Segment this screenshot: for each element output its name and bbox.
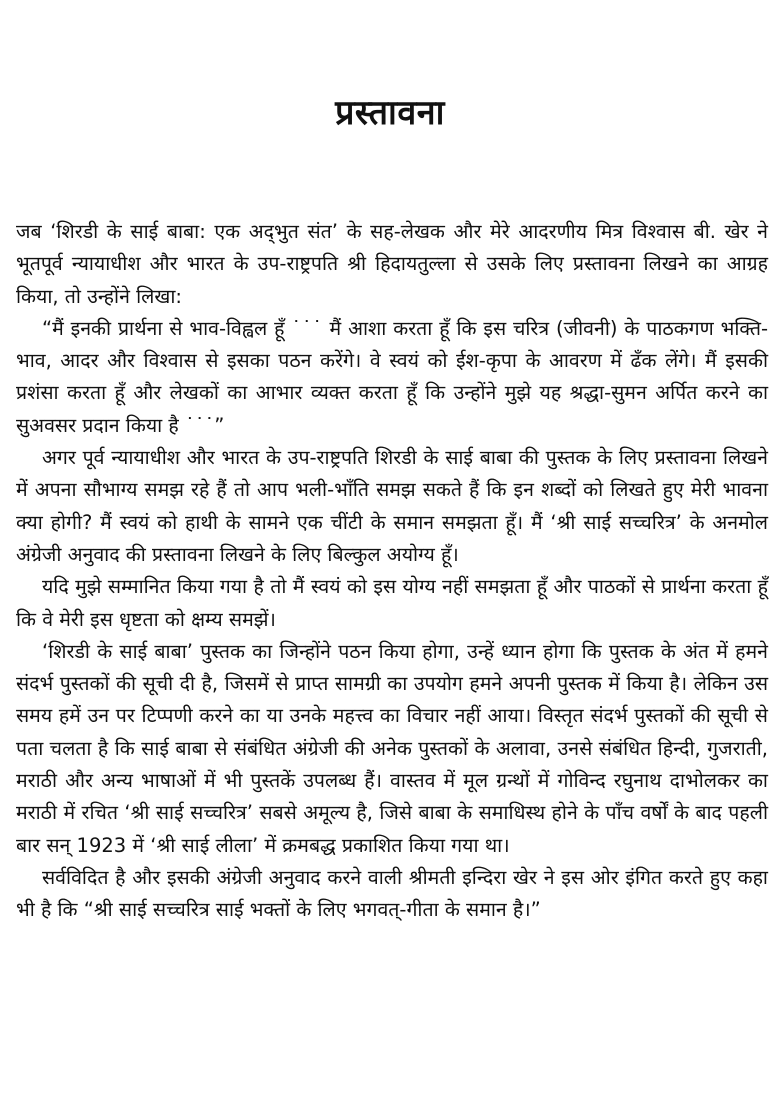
page-title: प्रस्तावना	[335, 93, 445, 133]
paragraph-conclusion: सर्वविदित है और इसकी अंग्रेजी अनुवाद करने वाली श्रीमती इन्दिरा खेर ने इस ओर इंगित करते हुए कहा भी है कि “श्री साई सच्चरित्र साई भक्तों के लिए भगवत्‌-गीता के समान है।”	[16, 865, 768, 922]
paragraph-intro: जब ‘शिरडी के साई बाबा: एक अद्‌भुत संत’ के सह-लेखक और मेरे आदरणीय मित्र विश्वास बी. खेर ने भूतपूर्व न्यायाधीश और भारत के उप-राष्ट्रपति श्री हिदायतुल्ला से उसके लिए प्रस्तावना लिखने का आग्रह किया, तो उन्होंने लिखा:	[16, 220, 768, 308]
body-text	[16, 216, 768, 927]
paragraph-request: यदि मुझे सम्मानित किया गया है तो मैं स्वयं को इस योग्य नहीं समझता हूँ और पाठकों से प्रार्थना करता हूँ कि वे मेरी इस धृष्टता को क्षम्य समझें।	[16, 575, 768, 631]
paragraph-humility: अगर पूर्व न्यायाधीश और भारत के उप-राष्ट्रपति शिरडी के साई बाबा की पुस्तक के लिए प्रस्तावना लिखने में अपना सौभाग्य समझ रहे हैं तो आप भली-भाँति समझ सकते हैं कि इन शब्दों को लिखते हुए मेरी भावना क्या होगी? मैं स्वयं को हाथी के सामने एक चींटी के समान समझता हूँ। मैं ‘श्री साई सच्चरित्र’ के अनमोल अंग्रेजी अनुवाद की प्रस्तावना लिखने के लिए बिल्कुल अयोग्य हूँ।	[16, 446, 768, 566]
paragraph-references: ‘शिरडी के साई बाबा’ पुस्तक का जिन्होंने पठन किया होगा, उन्हें ध्यान होगा कि पुस्तक के अंत में हमने संदर्भ पुस्तकों की सूची दी है, जिसमें से प्राप्त सामग्री का उपयोग हमने अपनी पुस्तक में किया है। लेकिन उस समय हमें उन पर टिप्पणी करने का या उनके महत्त्व का विचार नहीं आया। विस्तृत संदर्भ पुस्तकों की सूची से पता चलता है कि साई बाबा से संबंधित अंग्रेजी की अनेक पुस्तकों के अलावा, उनसे संबंधित हिन्दी, गुजराती, मराठी और अन्य भाषाओं में भी पुस्तकें उपलब्ध हैं। वास्तव में मूल ग्रन्थों में गोविन्द रघुनाथ दाभोलकर का मराठी में रचित ‘श्री साई सच्चरित्र’ सबसे अमूल्य है, जिसे बाबा के समाधिस्थ होने के पाँच वर्षों के बाद पहली बार सन्‌ 1923 में ‘श्री साई लीला’ में क्रमबद्ध प्रकाशित किया गया था।	[16, 639, 768, 857]
paragraph-quote: “मैं इनकी प्रार्थना से भाव-विह्वल हूँ ˙˙˙ मैं आशा करता हूँ कि इस चरित्र (जीवनी) के पाठकगण भक्ति-भाव, आदर और विश्वास से इसका पठन करेंगे। वे स्वयं को ईश-कृपा के आवरण में ढँक लेंगे। मैं इसकी प्रशंसा करता हूँ और लेखकों का आभार व्यक्त करता हूँ कि उन्होंने मुझे यह श्रद्धा-सुमन अर्पित करने का सुअवसर प्रदान किया है ˙˙˙”	[16, 316, 768, 437]
